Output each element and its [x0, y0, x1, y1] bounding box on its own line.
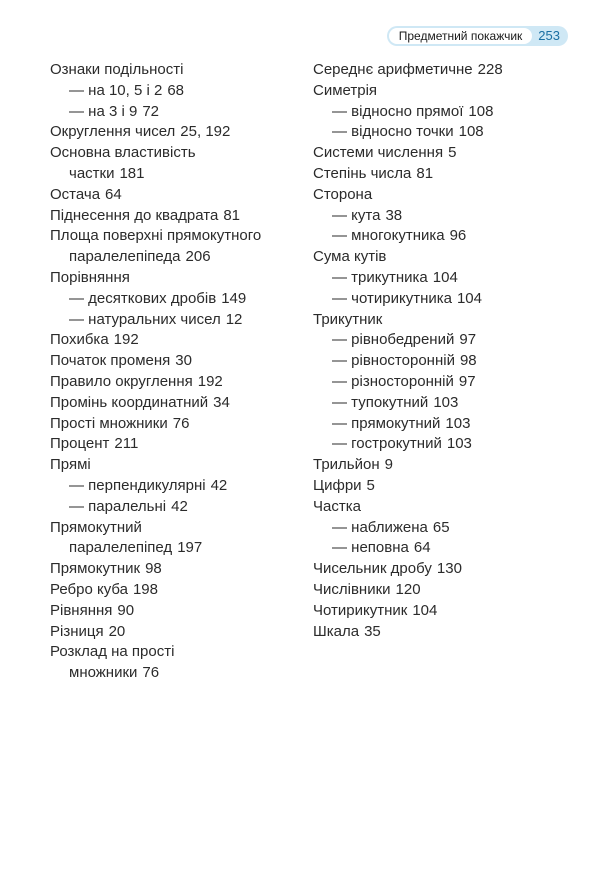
- index-entry: [50, 559, 305, 580]
- index-page-ref: 34: [213, 393, 230, 411]
- index-entry: [50, 642, 305, 663]
- index-entry: [50, 538, 305, 559]
- index-term: Різниця: [50, 622, 104, 640]
- index-page-ref: 108: [468, 102, 494, 120]
- index-page-ref: 198: [132, 580, 158, 598]
- index-term: Середнє арифметичне: [313, 61, 473, 78]
- index-entry: [50, 414, 305, 435]
- index-term: — перпендикулярні: [69, 476, 206, 494]
- index-term: Числівники: [313, 580, 391, 598]
- index-page-ref: 65: [432, 518, 450, 536]
- index-entry: [50, 351, 305, 372]
- index-term: — різносторонній: [332, 372, 454, 390]
- index-term: Прості множники: [50, 414, 168, 432]
- index-term: частки: [69, 164, 115, 182]
- index-term: Прямокутник: [50, 560, 141, 578]
- index-term: Степінь числа: [313, 164, 412, 182]
- index-term: Частка: [313, 497, 361, 515]
- index-term: Сторона: [313, 185, 373, 203]
- index-page-ref: 64: [413, 539, 431, 557]
- index-page-ref: 30: [175, 352, 192, 370]
- index-term: — прямокутний: [332, 414, 441, 432]
- index-term: — на 10, 5 і 2: [69, 81, 163, 99]
- index-page-ref: 81: [416, 164, 434, 182]
- index-entry: [313, 622, 573, 643]
- index-term: — трикутника: [332, 268, 428, 286]
- index-entry: [50, 81, 305, 102]
- index-entry: [50, 122, 305, 143]
- index-entry: [313, 289, 573, 310]
- index-page-ref: 5: [366, 476, 375, 494]
- index-page-ref: 120: [395, 580, 421, 598]
- index-term: — рівносторонній: [332, 352, 455, 370]
- index-page-ref: 108: [458, 123, 484, 141]
- index-entry: [50, 247, 305, 268]
- index-page-ref: 12: [225, 310, 243, 328]
- index-entry: [313, 601, 573, 622]
- index-entry: [313, 164, 573, 185]
- index-entry: [313, 310, 573, 331]
- index-term: Промінь координатний: [50, 393, 209, 411]
- index-term: паралелепіпеда: [69, 248, 181, 266]
- index-entry: [313, 226, 573, 247]
- index-term: Розклад на прості: [50, 643, 175, 661]
- index-entry: [313, 351, 573, 372]
- section-title: Предметний покажчик: [389, 28, 533, 44]
- index-term: Цифри: [313, 476, 362, 494]
- index-term: Системи числення: [313, 144, 444, 162]
- index-page-ref: 103: [445, 414, 471, 432]
- index-term: Чотирикутник: [313, 601, 408, 619]
- index-entry: [50, 206, 305, 227]
- index-entry: [50, 497, 305, 518]
- index-page-ref: 42: [210, 476, 228, 494]
- index-page-ref: 104: [456, 289, 482, 307]
- index-page-ref: 181: [119, 164, 145, 182]
- index-page-ref: 42: [171, 497, 188, 515]
- index-page-ref: 211: [114, 435, 139, 453]
- index-page-ref: 192: [197, 372, 223, 390]
- index-entry: [313, 414, 573, 435]
- index-term: Похибка: [50, 331, 109, 349]
- index-entry: [50, 663, 305, 684]
- index-page-ref: 98: [459, 352, 477, 370]
- index-page-ref: 20: [108, 622, 126, 640]
- index-page-ref: 81: [223, 206, 240, 224]
- index-term: Прямі: [50, 456, 91, 474]
- index-entry: [50, 185, 305, 206]
- index-entry: [313, 81, 573, 102]
- index-term: множники: [69, 664, 138, 682]
- index-term: Піднесення до квадрата: [50, 206, 219, 224]
- index-entry: [50, 226, 305, 247]
- index-term: — відносно прямої: [332, 102, 464, 120]
- index-entry: [313, 372, 573, 393]
- index-term: — десяткових дробів: [69, 289, 217, 307]
- index-term: Початок променя: [50, 352, 171, 370]
- index-entry: [313, 497, 573, 518]
- index-entry: [50, 601, 305, 622]
- index-term: — многокутника: [332, 227, 445, 245]
- index-entry: [50, 393, 305, 414]
- index-entry: [50, 310, 305, 331]
- index-page-ref: 64: [105, 185, 122, 203]
- index-page-ref: 38: [385, 206, 403, 224]
- index-page-ref: 35: [364, 622, 381, 640]
- index-entry: [313, 393, 573, 414]
- index-term: Ребро куба: [50, 580, 128, 598]
- index-entry: [50, 60, 305, 81]
- page-header: [387, 26, 568, 46]
- index-page-ref: 96: [449, 227, 467, 245]
- index-term: паралелепіпед: [69, 539, 173, 557]
- index-term: — чотирикутника: [332, 289, 452, 307]
- index-term: Площа поверхні прямокутного: [50, 227, 262, 245]
- index-term: — неповна: [332, 539, 409, 557]
- index-page-ref: 97: [458, 372, 476, 390]
- index-page-ref: 104: [432, 268, 458, 286]
- index-page-ref: 103: [433, 393, 459, 411]
- index-term: — відносно точки: [332, 123, 454, 141]
- index-term: — кута: [332, 206, 381, 224]
- index-page-ref: 228: [477, 61, 503, 78]
- index-entry: [313, 518, 573, 539]
- index-page-ref: 104: [412, 601, 438, 619]
- page-number: 253: [538, 28, 560, 43]
- index-entry: [50, 476, 305, 497]
- index-page-ref: 72: [142, 102, 160, 120]
- index-term: — на 3 і 9: [69, 102, 138, 120]
- index-page-ref: 197: [177, 539, 203, 557]
- index-entry: [50, 434, 305, 455]
- index-entry: [313, 580, 573, 601]
- index-term: Ознаки подільності: [50, 61, 184, 78]
- index-entry: [313, 206, 573, 227]
- index-page-ref: 25, 192: [180, 123, 231, 141]
- index-entry: [313, 247, 573, 268]
- index-entry: [50, 622, 305, 643]
- index-entry: [313, 60, 573, 81]
- index-term: — тупокутний: [332, 393, 429, 411]
- index-entry: [313, 559, 573, 580]
- index-page-ref: 76: [172, 414, 190, 432]
- index-entry: [50, 330, 305, 351]
- index-page-ref: 130: [436, 560, 462, 578]
- index-entry: [50, 518, 305, 539]
- index-entry: [50, 164, 305, 185]
- index-term: Чисельник дробу: [313, 560, 432, 578]
- index-entry: [50, 455, 305, 476]
- index-page-ref: 90: [117, 601, 135, 619]
- index-entry: [313, 476, 573, 497]
- index-column-left: [50, 60, 305, 684]
- index-term: — гострокутний: [332, 435, 442, 453]
- index-entry: [50, 143, 305, 164]
- index-page-ref: 97: [459, 331, 477, 349]
- index-page-ref: 76: [142, 664, 160, 682]
- index-entry: [50, 289, 305, 310]
- index-term: Рівняння: [50, 601, 113, 619]
- index-term: Порівняння: [50, 268, 130, 286]
- index-page-ref: 68: [167, 81, 185, 99]
- index-term: — рівнобедрений: [332, 331, 455, 349]
- index-page-ref: 206: [185, 248, 211, 266]
- index-page-ref: 98: [145, 560, 162, 578]
- index-entry: [313, 538, 573, 559]
- index-page-ref: 103: [446, 435, 472, 453]
- index-term: Шкала: [313, 622, 360, 640]
- index-entry: [313, 122, 573, 143]
- index-entry: [313, 268, 573, 289]
- index-page-ref: 149: [221, 289, 247, 307]
- index-term: Симетрія: [313, 81, 378, 99]
- index-term: Основна властивість: [50, 144, 196, 162]
- index-term: Прямокутний: [50, 518, 142, 536]
- index-entry: [50, 372, 305, 393]
- index-term: Трикутник: [313, 310, 383, 328]
- index-entry: [313, 455, 573, 476]
- index-page-ref: 5: [448, 144, 457, 162]
- index-term: Правило округлення: [50, 372, 193, 390]
- index-term: — паралельні: [69, 497, 167, 515]
- index-page-ref: 192: [113, 331, 139, 349]
- index-term: Трильйон: [313, 456, 380, 474]
- index-entry: [313, 185, 573, 206]
- index-entry: [50, 268, 305, 289]
- index-term: — наближена: [332, 518, 428, 536]
- index-entry: [313, 330, 573, 351]
- index-entry: [50, 102, 305, 123]
- index-entry: [50, 580, 305, 601]
- index-term: Остача: [50, 185, 101, 203]
- index-term: Округлення чисел: [50, 123, 176, 141]
- index-entry: [313, 143, 573, 164]
- index-term: — натуральних чисел: [69, 310, 221, 328]
- index-term: Сума кутів: [313, 248, 387, 266]
- index-entry: [313, 434, 573, 455]
- index-column-right: [313, 60, 573, 642]
- index-page-ref: 9: [384, 456, 393, 474]
- index-term: Процент: [50, 435, 110, 453]
- index-entry: [313, 102, 573, 123]
